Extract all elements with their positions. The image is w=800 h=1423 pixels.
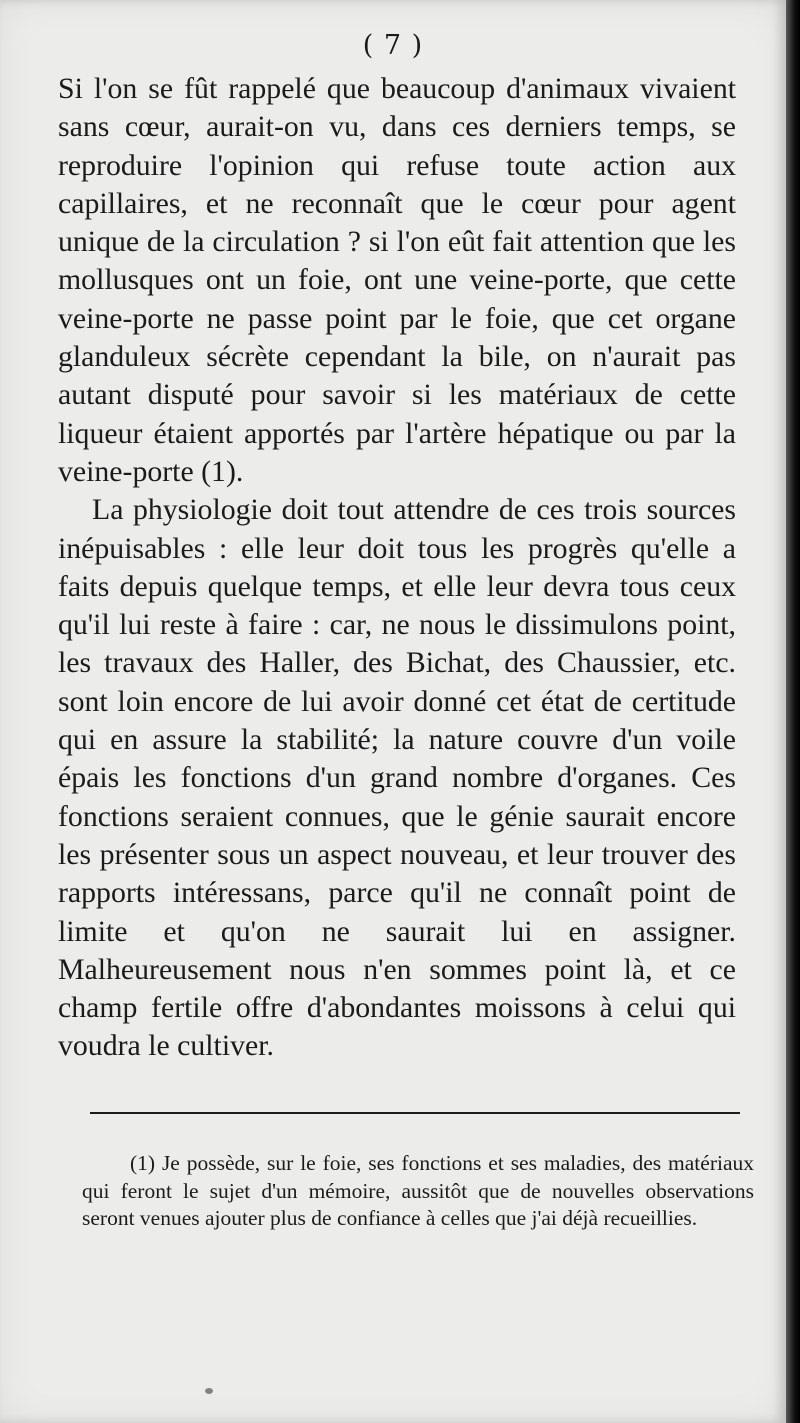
page-edge-shadow <box>786 0 800 1423</box>
footnote-separator <box>90 1112 740 1114</box>
page-number: ( 7 ) <box>362 30 424 61</box>
paragraph-1: Si l'on se fût rappelé que beaucoup d'animaux vivaient sans cœur, aurait-on vu, dans ces derniers temps, se reproduire l'opinion qui refuse toute action aux capillaires, et ne reconnaît que le cœur pour agent unique de la circulation ? si l'on eût fait attention que les mollusques ont un foie, ont une veine-porte, que cette veine-porte ne passe point par le foie, que cet organe glanduleux sécrète cependant la bile, on n'aurait pas autant disputé pour savoir si les matériaux de cette liqueur étaient apportés par l'artère hépatique ou par la veine-porte (1). <box>58 72 736 488</box>
main-text <box>58 70 736 1066</box>
ink-smudge <box>205 1388 213 1394</box>
paragraph-2: La physiologie doit tout attendre de ces trois sources inépuisables : elle leur doit tous les progrès qu'elle a faits depuis quelque temps, et elle leur devra tous ceux qu'il lui reste à faire : car, ne nous le dissimulons point, les travaux des Haller, des Bichat, des Chaussier, etc. sont loin encore de lui avoir donné cet état de certitude qui en assure la stabilité; la nature couvre d'un voile épais les fonctions d'un grand nombre d'organes. Ces fonctions seraient connues, que le génie saurait encore les présenter sous un aspect nouveau, et leur trouver des rapports intéressans, parce qu'il ne connaît point de limite et qu'on ne saurait lui en assigner. Malheureusement nous n'en sommes point là, et ce champ fertile offre d'abondantes moissons à celui qui voudra le cultiver. <box>58 493 736 1063</box>
footnote: (1) Je possède, sur le foie, ses fonctions et ses maladies, des matériaux qui feront le sujet d'un mémoire, aussitôt que de nouvelles observations seront venues ajouter plus de confiance à celles que j'ai déjà recueillies. <box>82 1151 754 1230</box>
